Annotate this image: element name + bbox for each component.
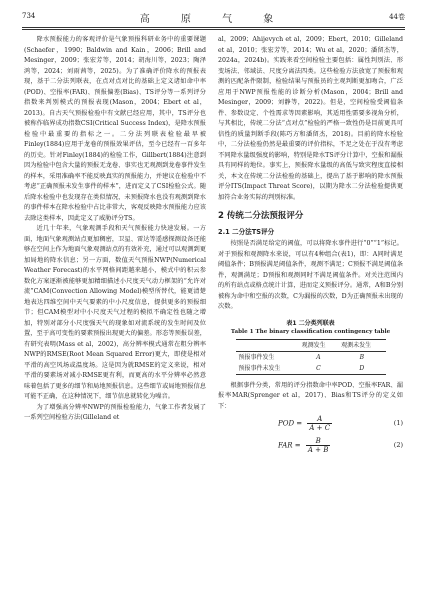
paragraph: 为了增强高分辨率NWP的预报检验能力，气象工作者发展了一系列空间检验方法(Gilleland et — [24, 403, 206, 421]
equation-far — [218, 434, 403, 456]
header-rule-top — [22, 27, 405, 28]
equation-number: (2) — [393, 441, 403, 449]
table-cell: 预报事件发生 — [238, 353, 275, 361]
page-number: 734 — [22, 12, 36, 20]
equation-fraction — [307, 415, 332, 432]
equation-lhs: POD = — [278, 419, 303, 428]
table-header-cell: 观测未发生 — [338, 339, 385, 351]
table-caption-english: Table 1 The binary classification contingency table — [230, 328, 391, 335]
paragraph: 近几十年来，气象观测手段和天气预报能力快速发展。一方面，地面气象观测站点更加稠密，卫星、雷达等遥感探测设备还能够在空间上作为地面气象观测站点的有效补充，通过可以观测到更加局地的降水信息；另一方面，数值天气预报NWP(Numerical Weather Forecast)的水平网格间距越来越小，模式中的积云参数化方案逐渐被能够更加精细描述小尺度天气动力框架的“允许对流”CAM(Convection Allowing Model)模型所替代，能更清楚地表达四维空间中天气要素的中小尺度信息，提供更多的预报细节；但CAM模型对中小尺度天气过程的模拟不确定性也随之增加，特别对部分小尺度强天气的现象如对流系统的发生时间及位置，至于高可变性的要素预报出现更大的偏差。形态等预报误差，有研究表明(Mass et al，2002)，高分辨率模式通常在粗分辨率NWP的RMSE(Root Mean Squared Error)更大，即使是相对平滑的高空风场或温度场。这是因为就RMSE的定义来说，相对平滑的要素场对减小RMSE更有利，而更高的水平分辨率必然意味着包括了更多的细节和局地预报信息。这些细节或局地预报信息可能不正确，在这种情况下，细节信息就转化为噪音。 — [24, 225, 206, 400]
table-cell: B — [359, 353, 365, 361]
table-header-cell: 观测发生 — [299, 339, 338, 351]
equation-numerator: A — [307, 415, 332, 424]
equation-numerator: B — [306, 437, 331, 446]
contingency-table — [236, 339, 386, 375]
header-rule-bottom — [22, 29, 405, 30]
table-cell: A — [316, 353, 321, 361]
table-caption: 表1 二分类列联表 — [286, 319, 335, 327]
table-row — [236, 363, 386, 375]
right-column — [218, 35, 403, 456]
table-cell: D — [359, 364, 365, 372]
table-header-cell — [236, 339, 299, 351]
table-row — [236, 351, 386, 363]
equation-number: (1) — [393, 419, 403, 427]
paragraph: 降水预报能力的客观评价是气象预报科研业务中的重要课题(Schaefer，1990；Baldwin and Kain，2006；Brill and Mesinger，2009；张宏芳等，2014；胡海川等，2023；陶泽鸿等，2024；刘雨茜等，2025)。为了准确评价降水的预报表现，基于二分法列联表，在点对点对比的基础上定义诸如命中率(POD)、空报率(FAR)、预报偏差(Bias)、TS评分等一系列评分指数来判别模式的预报表现(Mason，2004；Ebert et al，2013)。自古天气预报检验中有文献已经应用，其中，TS评分也被称作临界成功指数CSI(Critical Success Index)，是降水预报检验中最重要的指标之一。二分法列联表检验最早被Finley(1884)应用于龙卷的预报效果评估，至今已经有一百多年的历史。针对Finley(1884)的检验工作，Gillbert(1884)注意到因为检验中包含大量的预报无龙卷、事实也无观测到龙卷事件发生的样本，采用准确率不能反映真实的预报能力，并建议在检验中不考虑“正确预报未发生事件的样本”，进而定义了CSI检验公式。随后降水检验中也发现存在类似情况，未预报降水也没有观测到降水的事件样本在降水检验中占比非常大，客观反映降水预报能力应该去除这类样本，因此定义了威胁评分TS。 — [24, 36, 206, 222]
paragraph: 根据事件分类，常用的评分指数命中率POD、空报率FAR、漏报率MAR(Sprenger et al，2017)、Bias和TS评分的定义如下： — [218, 381, 403, 410]
paragraph: 按照是否满足给定的阈值，可以将降水事件进行“0”“1”标记。对于预报和观测降水来说，可以有4种组合(表1)，即：A同时满足阈值条件；B预报满足阈值条件，观测不满足；C预报不满足阈值条件，观测满足；D预报和观测同时不满足阈值条件。对关注范围内的所有站点或格点统计计算，进而定义预报评分。通常，A和B分别被称为命中和空报的次数，C为漏报的次数，D为正确预报未出现的次数。 — [218, 240, 403, 310]
equation-fraction — [306, 437, 331, 454]
equation-denominator: A + B — [307, 446, 329, 454]
volume-label: 44卷 — [389, 13, 405, 21]
paragraph: al，2009；Ahijevych et al，2009；Ebert，2010；Gilleland et al，2010；张宏芳等，2014；Wu et al，2020；潘留杰等，2024a，2024b)。实践来看空间检验主要包括：属性判别法、形变场法、邻域法、尺度分离法四类。这些检验方法放宽了预报和观测的匹配条件限制，检验结果与预报员的主观判断更加吻合，广泛应用于NWP预报性能的诊断分析(Mason，2004；Brill and Mesinger，2009；刘静等，2022)。但是，空间检验受阈值条件、参数设定、个性需求等因素影响，其适用性需要多视角分析，与其相比，传统二分法“点对点”检验的严格一致性仍是目前更具可信性的质量判断手段(陈巧方和潘留杰，2018)。目前的降水检验中，二分法检验仍然是最重要的评价指标，不足之处在于没有考虑不同降水量级强度的影响，特别是降水TS评分计算中，空报和漏报具有同样的地位。事实上，预报降水量级的高低与致灾程度直接相关，本文在传统二分法检验的基础上，提出了基于影响的降水预报评分ITS(Impact Threat Score)，以期为降水二分法检验提供更加符合业务实际的判别标准。 — [218, 36, 403, 201]
left-column — [24, 35, 206, 424]
table-cell: C — [316, 364, 321, 372]
equation-pod — [218, 412, 403, 434]
subsection-heading: 2.1 二分法TS评分 — [218, 228, 275, 236]
journal-title: 高 原 气 象 — [139, 14, 288, 25]
equation-lhs: FAR = — [278, 441, 301, 450]
page-header — [22, 9, 405, 27]
equation-denominator: A + C — [309, 424, 331, 432]
section-heading: 2 传统二分法预报评分 — [218, 211, 304, 221]
table-header-row — [236, 339, 386, 351]
table-cell: 预报事件未发生 — [238, 364, 281, 372]
